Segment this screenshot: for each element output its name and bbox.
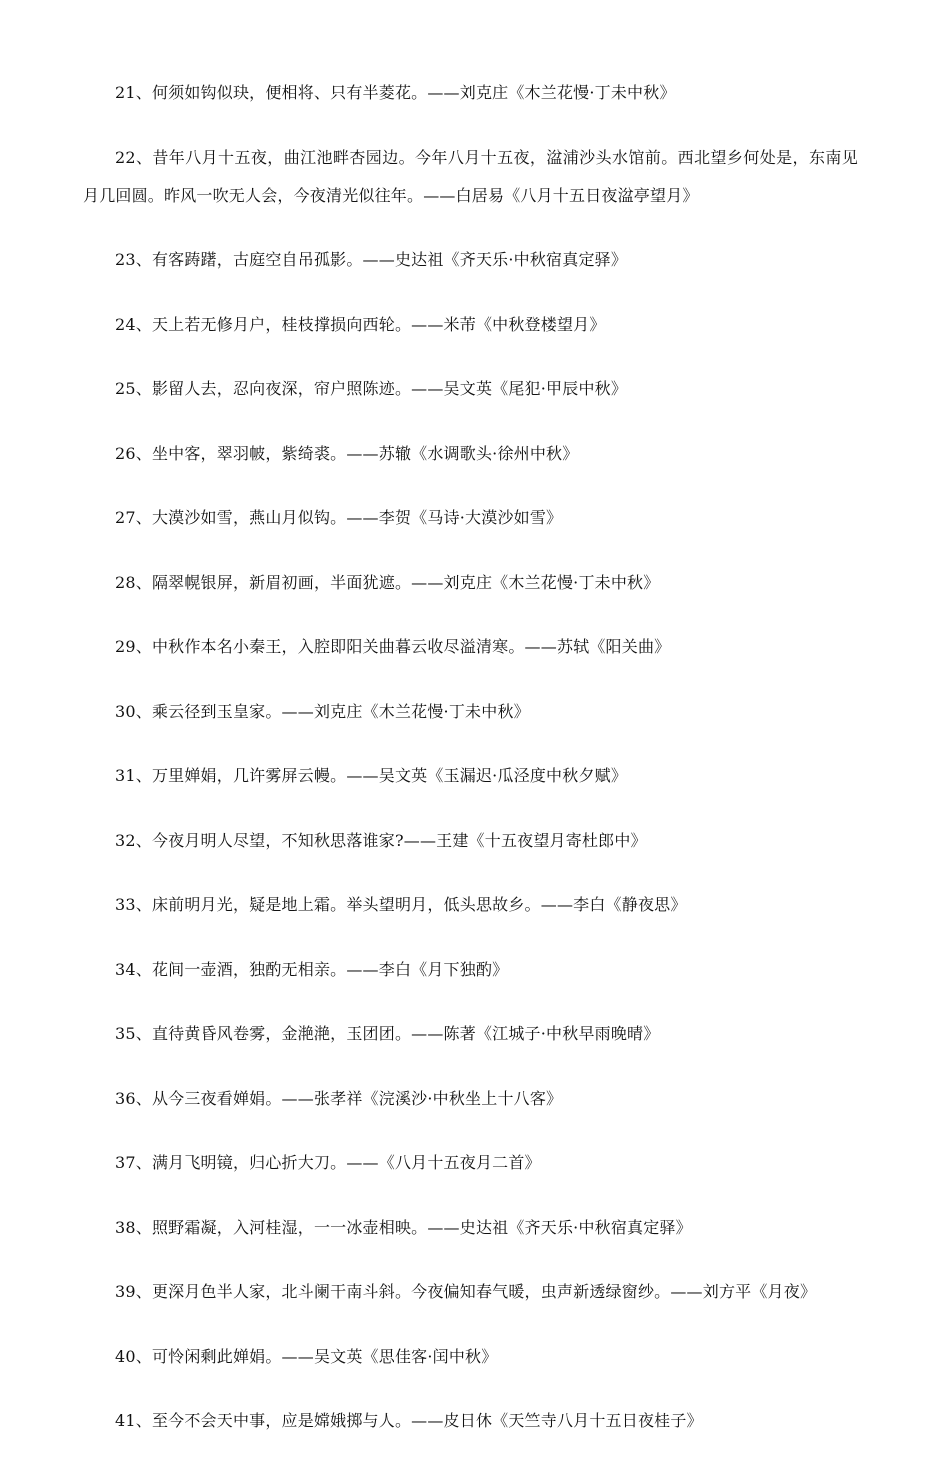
document-body — [83, 74, 858, 1467]
poem-line-33: 33、床前明月光，疑是地上霜。举头望明月，低头思故乡。——李白《静夜思》 — [115, 895, 687, 914]
poem-line-22: 22、昔年八月十五夜，曲江池畔杏园边。今年八月十五夜，湓浦沙头水馆前。西北望乡何处是，东南见月几回圆。昨风一吹无人会，今夜清光似往年。——白居易《八月十五日夜湓亭望月》 — [83, 147, 858, 205]
poem-line-28: 28、隔翠幌银屏，新眉初画，半面犹遮。——刘克庄《木兰花慢·丁未中秋》 — [115, 572, 660, 592]
poem-line-37: 37、满月飞明镜，归心折大刀。——《八月十五夜月二首》 — [115, 1153, 541, 1172]
poem-line-29: 29、中秋作本名小秦王，入腔即阳关曲暮云收尽溢清寒。——苏轼《阳关曲》 — [115, 637, 671, 656]
poem-line-39: 39、更深月色半人家，北斗阑干南斗斜。今夜偏知春气暖，虫声新透绿窗纱。——刘方平《月夜》 — [115, 1282, 817, 1301]
poem-line-40: 40、可怜闲剩此婵娟。——吴文英《思佳客·闰中秋》 — [115, 1346, 498, 1366]
poem-line-36: 36、从今三夜看婵娟。——张孝祥《浣溪沙·中秋坐上十八客》 — [115, 1088, 563, 1108]
poem-line-30: 30、乘云径到玉皇家。——刘克庄《木兰花慢·丁未中秋》 — [115, 701, 530, 721]
poem-line-23: 23、有客踌躇，古庭空自吊孤影。——史达祖《齐天乐·中秋宿真定驿》 — [115, 250, 628, 269]
poem-line-31: 31、万里婵娟，几许雾屏云幔。——吴文英《玉漏迟·瓜泾度中秋夕赋》 — [115, 766, 628, 785]
poem-line-34: 34、花间一壶酒，独酌无相亲。——李白《月下独酌》 — [115, 959, 509, 979]
poem-line-41: 41、至今不会天中事，应是嫦娥掷与人。——皮日休《天竺寺八月十五日夜桂子》 — [115, 1411, 703, 1430]
poem-line-27: 27、大漠沙如雪，燕山月似钩。——李贺《马诗·大漠沙如雪》 — [115, 508, 563, 527]
poem-line-26: 26、坐中客，翠羽帔，紫绮裘。——苏辙《水调歌头·徐州中秋》 — [115, 443, 579, 463]
poem-line-25: 25、影留人去，忍向夜深，帘户照陈迹。——吴文英《尾犯·甲辰中秋》 — [115, 379, 628, 398]
poem-line-21: 21、何须如钩似玦，便相将、只有半菱花。——刘克庄《木兰花慢·丁未中秋》 — [115, 83, 676, 102]
poem-line-32: 32、今夜月明人尽望，不知秋思落谁家?——王建《十五夜望月寄杜郎中》 — [115, 830, 647, 850]
poem-line-35: 35、直待黄昏风卷雾，金滟滟，玉团团。——陈著《江城子·中秋早雨晚晴》 — [115, 1024, 660, 1043]
poem-line-38: 38、照野霜凝，入河桂湿，一一冰壶相映。——史达祖《齐天乐·中秋宿真定驿》 — [115, 1217, 692, 1237]
poem-line-24: 24、天上若无修月户，桂枝撑损向西轮。——米芾《中秋登楼望月》 — [115, 314, 606, 334]
